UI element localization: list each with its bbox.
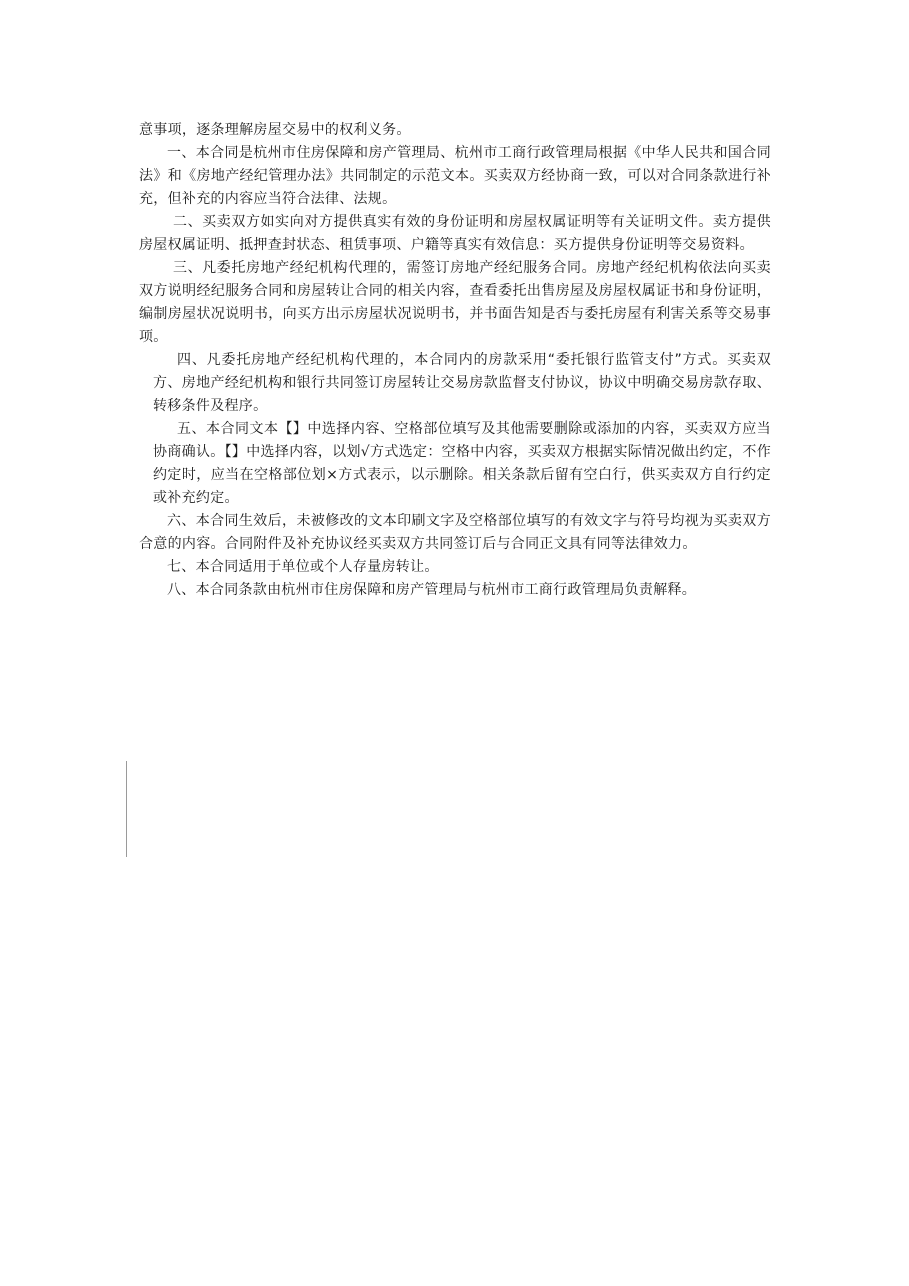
paragraph-item-4: 四、凡委托房地产经纪机构代理的，本合同内的房款采用“委托银行监管支付”方式。买卖双方、房地产经纪机构和银行共同签订房屋转让交易房款监督支付协议，协议中明确交易房款存取、转移条件及程序。 xyxy=(153,352,771,414)
paragraph-item-3: 三、凡委托房地产经纪机构代理的，需签订房地产经纪服务合同。房地产经纪机构依法向买卖双方说明经纪服务合同和房屋转让合同的相关内容，查看委托出售房屋及房屋权属证书和身份证明，编制房屋状况说明书，向买方出示房屋状况说明书，并书面告知是否与委托房屋有利害关系等交易事项。 xyxy=(139,260,771,345)
margin-divider-line xyxy=(126,761,127,857)
paragraph-item-6: 六、本合同生效后，未被修改的文本印刷文字及空格部位填写的有效文字与符号均视为买卖双方合意的内容。合同附件及补充协议经买卖双方共同签订后与合同正文具有同等法律效力。 xyxy=(139,513,771,552)
paragraph-item-8: 八、本合同条款由杭州市住房保障和房产管理局与杭州市工商行政管理局负责解释。 xyxy=(167,582,697,598)
paragraph-item-7: 七、本合同适用于单位或个人存量房转让。 xyxy=(167,559,439,575)
paragraph-item-5: 五、本合同文本【】中选择内容、空格部位填写及其他需要删除或添加的内容，买卖双方应当协商确认。【】中选择内容，以划√方式选定：空格中内容，买卖双方根据实际情况做出约定，不作约定时，应当在空格部位划×方式表示，以示删除。相关条款后留有空白行，供买卖双方自行约定或补充约定。 xyxy=(153,421,771,506)
paragraph-item-1: 一、本合同是杭州市住房保障和房产管理局、杭州市工商行政管理局根据《中华人民共和国合同法》和《房地产经纪管理办法》共同制定的示范文本。买卖双方经协商一致，可以对合同条款进行补充，但补充的内容应当符合法律、法规。 xyxy=(139,145,771,207)
contract-notes-text xyxy=(139,119,771,602)
paragraph-continuation: 意事项，逐条理解房屋交易中的权利义务。 xyxy=(139,122,411,138)
paragraph-item-2: 二、买卖双方如实向对方提供真实有效的身份证明和房屋权属证明等有关证明文件。卖方提供房屋权属证明、抵押查封状态、租赁事项、户籍等真实有效信息：买方提供身份证明等交易资料。 xyxy=(139,214,771,253)
